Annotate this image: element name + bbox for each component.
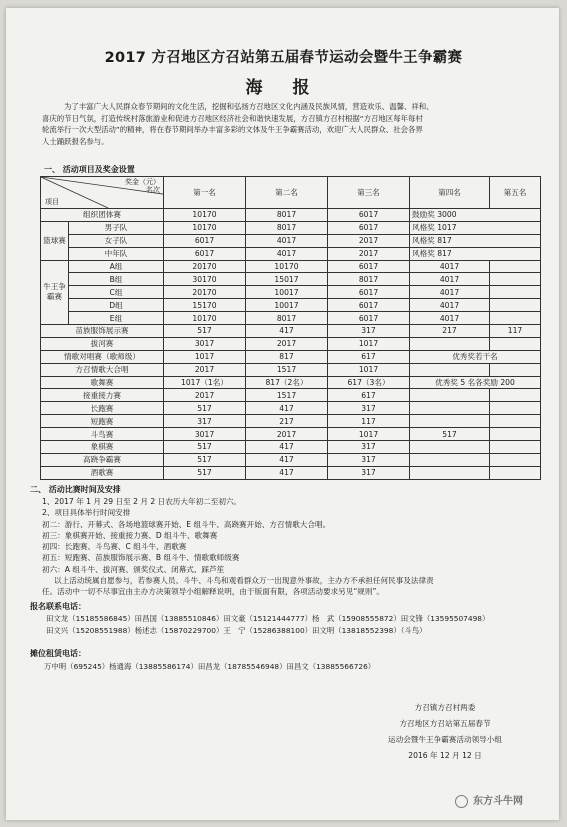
corner-award-label xyxy=(125,178,160,194)
schedule-line: 2、项目具体举行时间安排 xyxy=(42,508,131,518)
cell xyxy=(490,441,541,454)
schedule-line: 初四：长跑赛、斗鸟赛、C 组斗牛、酒歌赛 xyxy=(42,542,187,552)
row-item: A组 xyxy=(69,260,164,273)
cell: 10170 xyxy=(164,209,246,222)
row-group-bullfight: 牛王争霸赛 xyxy=(41,260,69,324)
table-row xyxy=(41,247,541,260)
intro-line: 为了丰富广大人民群众春节期间的文化生活，挖掘和弘扬方召地区文化内涵及民族风情，营造欢乐、温馨、祥和、 xyxy=(64,102,434,111)
corner-item-label: 项目 xyxy=(45,198,59,206)
cell xyxy=(490,402,541,415)
table-row xyxy=(41,415,541,428)
row-group-basketball: 篮球赛 xyxy=(41,221,69,260)
table-row xyxy=(41,286,541,299)
table-row xyxy=(41,453,541,466)
cell: 10017 xyxy=(246,299,328,312)
booth-title: 摊位租赁电话： xyxy=(30,649,86,658)
booth-contacts xyxy=(44,661,375,673)
cell: 15017 xyxy=(246,273,328,286)
intro-paragraph xyxy=(42,101,542,147)
row-item: 苗族服饰展示赛 xyxy=(41,325,164,338)
cell: 3017 xyxy=(164,428,246,441)
signature-org3: 运动会暨牛王争霸赛活动领导小组 xyxy=(388,735,502,744)
cell: 1017（1名） xyxy=(164,376,246,389)
contact-line: 田文龙（15185586845）田昌国（13885510846）田文豪（15121444777）杨 武（15908555872）田文锋（13595507498） xyxy=(46,614,490,623)
table-row xyxy=(41,363,541,376)
cell: 风格奖 1017 xyxy=(410,221,541,234)
table-row xyxy=(41,350,541,363)
cell xyxy=(490,286,541,299)
cell: 417 xyxy=(246,325,328,338)
cell: 8017 xyxy=(246,312,328,325)
cell xyxy=(410,389,490,402)
watermark-text: 东方斗牛网 xyxy=(473,796,523,807)
cell: 517 xyxy=(410,428,490,441)
table-row xyxy=(41,441,541,454)
cell: 117 xyxy=(328,415,410,428)
cell: 817（2名） xyxy=(246,376,328,389)
table-row xyxy=(41,273,541,286)
cell: 2017 xyxy=(246,337,328,350)
table-row xyxy=(41,389,541,402)
corner-top-text: 奖金（元） xyxy=(125,178,160,186)
cell xyxy=(490,363,541,376)
cell xyxy=(490,415,541,428)
cell: 317 xyxy=(328,325,410,338)
cell: 20170 xyxy=(164,260,246,273)
schedule-line: 初三：象棋赛开始、接重接力赛、D 组斗牛、歌舞赛 xyxy=(42,530,218,540)
table-row xyxy=(41,234,541,247)
row-item: 接重接力赛 xyxy=(41,389,164,402)
schedule-line: 初二：游行、开幕式、各场地篮球赛开始、E 组斗牛、高跷赛开始、方召情歌大合唱。 xyxy=(42,519,331,529)
cell: 3017 xyxy=(164,337,246,350)
cell: 517 xyxy=(164,402,246,415)
cell: 6017 xyxy=(164,234,246,247)
cell xyxy=(410,415,490,428)
schedule-line: 任。活动中一切不尽事宜由主办方决策领导小组解释说明，由于版面有限，各项活动要求另见“规则”。 xyxy=(42,587,384,597)
table-row xyxy=(41,221,541,234)
cell: 风格奖 817 xyxy=(410,247,541,260)
cell xyxy=(410,402,490,415)
cell: 2017 xyxy=(328,247,410,260)
cell: 6017 xyxy=(328,209,410,222)
schedule-line: 以上活动统属自愿参与，若参赛人员、斗牛、斗鸟和观看群众万一出现意外事故，主办方不承担任何民事及法律责 xyxy=(54,576,434,586)
table-corner-cell xyxy=(41,177,164,209)
cell: 2017 xyxy=(246,428,328,441)
cell xyxy=(490,260,541,273)
cell: 30170 xyxy=(164,273,246,286)
cell: 1517 xyxy=(246,389,328,402)
table-row xyxy=(41,260,541,273)
cell: 10170 xyxy=(246,260,328,273)
cell: 1017 xyxy=(328,428,410,441)
row-item: 长跑赛 xyxy=(41,402,164,415)
row-item: 歌舞赛 xyxy=(41,376,164,389)
cell: 217 xyxy=(410,325,490,338)
row-item: 情歌对唱赛（歌师级） xyxy=(41,350,164,363)
intro-line: 轮流举行一次大型活动”的精神，将在春节期间举办丰富多彩的文体及牛王争霸赛活动，欢迎广大人民群众、社会各界 xyxy=(42,125,423,134)
cell: 8017 xyxy=(246,221,328,234)
cell xyxy=(490,337,541,350)
cell: 617 xyxy=(328,389,410,402)
cell: 4017 xyxy=(246,234,328,247)
table-row xyxy=(41,325,541,338)
contact-line: 田文兴（15208551988）杨述志（15870229700）王 宁（15286388100）田文明（13818552398）（斗鸟） xyxy=(46,625,427,635)
cell xyxy=(410,363,490,376)
cell: 15170 xyxy=(164,299,246,312)
row-item: 酒歌赛 xyxy=(41,466,164,479)
cell: 6017 xyxy=(164,247,246,260)
cell: 417 xyxy=(246,453,328,466)
cell: 517 xyxy=(164,453,246,466)
cell: 6017 xyxy=(328,299,410,312)
header-fourth: 第四名 xyxy=(410,177,490,209)
cell: 6017 xyxy=(328,221,410,234)
cell: 8017 xyxy=(328,273,410,286)
cell: 6017 xyxy=(328,286,410,299)
row-item: 女子队 xyxy=(69,234,164,247)
row-item: 组织团体赛 xyxy=(41,209,164,222)
cell xyxy=(410,453,490,466)
table-row xyxy=(41,402,541,415)
schedule-line: 初五：短跑赛、苗族服饰展示赛、B 组斗牛、情歌歌师级赛 xyxy=(42,553,240,563)
table-row xyxy=(41,299,541,312)
cell: 617 xyxy=(328,350,410,363)
cell xyxy=(490,389,541,402)
poster-subtitle: 海 报 xyxy=(245,78,322,98)
cell: 优秀奖 5 名各奖励 200 xyxy=(410,376,541,389)
contact-line: 万中明（695245）杨通海（13885586174）田昌龙（18785546948）田昌文（13885566726） xyxy=(44,662,376,671)
cell: 317 xyxy=(328,453,410,466)
cell xyxy=(490,299,541,312)
cell: 1017 xyxy=(164,350,246,363)
cell: 517 xyxy=(164,466,246,479)
signature-block xyxy=(330,700,560,764)
cell: 317 xyxy=(328,402,410,415)
row-item: 方召情歌大合唱 xyxy=(41,363,164,376)
cell: 4017 xyxy=(410,273,490,286)
row-item: E组 xyxy=(69,312,164,325)
row-item: D组 xyxy=(69,299,164,312)
header-fifth: 第五名 xyxy=(490,177,541,209)
cell xyxy=(410,466,490,479)
row-item: B组 xyxy=(69,273,164,286)
cell: 317 xyxy=(328,466,410,479)
watermark xyxy=(455,792,523,808)
cell: 20170 xyxy=(164,286,246,299)
schedule-line: 初六：A 组斗牛、拔河赛、颁奖仪式、闭幕式、踩芦笙 xyxy=(42,564,225,574)
cell: 217 xyxy=(246,415,328,428)
wechat-icon xyxy=(455,795,468,808)
cell xyxy=(410,337,490,350)
cell: 417 xyxy=(246,441,328,454)
row-item: 短跑赛 xyxy=(41,415,164,428)
table-row xyxy=(41,376,541,389)
intro-line: 人士踊跃报名参与。 xyxy=(42,136,109,146)
cell: 2017 xyxy=(164,389,246,402)
cell: 2017 xyxy=(328,234,410,247)
cell: 1517 xyxy=(246,363,328,376)
cell: 10170 xyxy=(164,221,246,234)
row-item: 斗鸟赛 xyxy=(41,428,164,441)
section1-title: 一、 活动项目及奖金设置 xyxy=(44,165,135,174)
cell xyxy=(490,453,541,466)
cell: 4017 xyxy=(410,286,490,299)
header-second: 第二名 xyxy=(246,177,328,209)
schedule-block xyxy=(42,496,547,598)
cell: 6017 xyxy=(328,312,410,325)
row-item: 象棋赛 xyxy=(41,441,164,454)
cell: 4017 xyxy=(410,299,490,312)
cell: 鼓励奖 3000 xyxy=(410,209,541,222)
cell xyxy=(490,466,541,479)
row-item: 中年队 xyxy=(69,247,164,260)
cell: 2017 xyxy=(164,363,246,376)
cell: 10017 xyxy=(246,286,328,299)
cell: 417 xyxy=(246,466,328,479)
cell: 517 xyxy=(164,325,246,338)
cell: 417 xyxy=(246,402,328,415)
table-row xyxy=(41,337,541,350)
cell xyxy=(490,428,541,441)
header-first: 第一名 xyxy=(164,177,246,209)
awards-table xyxy=(40,176,541,480)
row-item: 男子队 xyxy=(69,221,164,234)
signature-org2: 方召地区方召站第五届春节 xyxy=(399,719,491,728)
registration-contacts xyxy=(46,613,489,637)
header-third: 第三名 xyxy=(328,177,410,209)
registration-title: 报名联系电话： xyxy=(30,602,86,611)
table-header-row xyxy=(41,177,541,209)
cell: 8017 xyxy=(246,209,328,222)
intro-line: 喜庆的节日气氛，打造传统村落旅游业和促进方召地区经济社会和谐快速发展，方召镇方召村根据“方召地区每年每村 xyxy=(42,113,423,123)
poster-title: 2017 方召地区方召站第五届春节运动会暨牛王争霸赛 xyxy=(104,50,463,66)
corner-mid-text: 名次 xyxy=(146,186,160,194)
table-row xyxy=(41,312,541,325)
cell: 317 xyxy=(328,441,410,454)
section2-title: 二、 活动比赛时间及安排 xyxy=(30,485,121,494)
cell: 风格奖 817 xyxy=(410,234,541,247)
cell: 117 xyxy=(490,325,541,338)
table-row xyxy=(41,209,541,222)
signature-date: 2016 年 12 月 12 日 xyxy=(408,751,482,760)
cell: 1017 xyxy=(328,363,410,376)
table-row xyxy=(41,466,541,479)
cell: 10170 xyxy=(164,312,246,325)
cell: 1017 xyxy=(328,337,410,350)
cell: 4017 xyxy=(410,312,490,325)
row-item: 高跷争霸赛 xyxy=(41,453,164,466)
row-item: 拔河赛 xyxy=(41,337,164,350)
cell: 317 xyxy=(164,415,246,428)
cell xyxy=(490,273,541,286)
schedule-line: 1、2017 年 1 月 29 日至 2 月 2 日农历大年初二至初六。 xyxy=(42,497,242,506)
cell xyxy=(490,312,541,325)
cell: 4017 xyxy=(246,247,328,260)
cell: 517 xyxy=(164,441,246,454)
cell: 817 xyxy=(246,350,328,363)
cell: 6017 xyxy=(328,260,410,273)
signature-org1: 方召镇方召村两委 xyxy=(414,703,476,712)
cell: 优秀奖若干名 xyxy=(410,350,541,363)
cell: 4017 xyxy=(410,260,490,273)
cell xyxy=(410,441,490,454)
table-row xyxy=(41,428,541,441)
row-item: C组 xyxy=(69,286,164,299)
cell: 617（3名） xyxy=(328,376,410,389)
